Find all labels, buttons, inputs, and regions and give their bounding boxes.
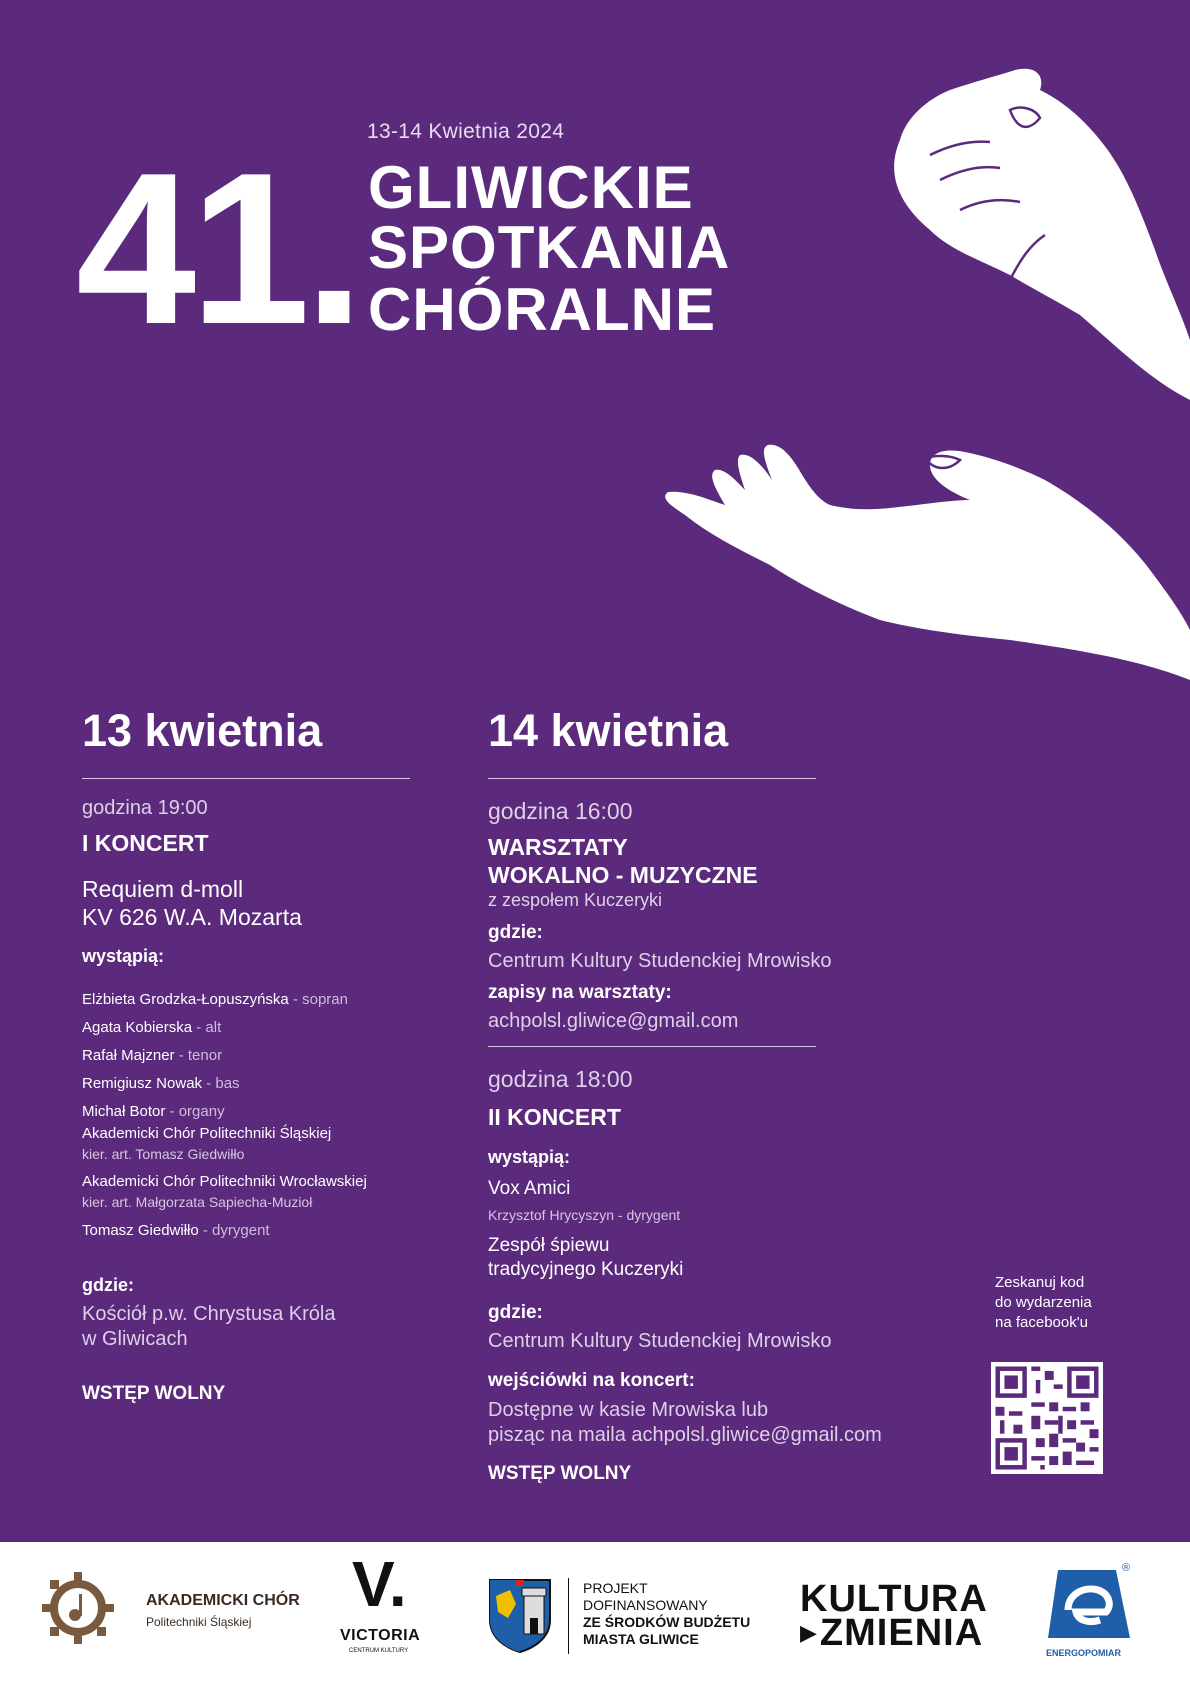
day2-time-1: godzina 16:00 — [488, 798, 633, 824]
day1-where — [82, 1302, 335, 1352]
perf1: Vox Amici — [488, 1178, 571, 1199]
performer-row — [82, 1014, 348, 1042]
choir1-name: Akademicki Chór Politechniki Śląskiej — [82, 1125, 332, 1142]
title-line-3: CHÓRALNE — [368, 276, 716, 343]
qr-code[interactable] — [991, 1362, 1103, 1474]
workshop-with: z zespołem Kuczeryki — [488, 890, 663, 910]
qr-caption — [995, 1273, 1092, 1333]
conductor-name: Tomasz Giedwiłło — [82, 1222, 199, 1239]
play-triangle-icon: ▶ — [800, 1620, 818, 1645]
day1-performers-label: wystąpią: — [82, 946, 165, 966]
energopomiar-name: ENERGOPOMIAR — [1046, 1648, 1122, 1658]
day2-event: II KONCERT — [488, 1104, 621, 1130]
performer-name: Agata Kobierska — [82, 1019, 193, 1036]
performer-role: - tenor — [174, 1047, 223, 1064]
work-line-2: KV 626 W.A. Mozarta — [82, 904, 302, 930]
qr-caption-line-2: do wydarzenia — [995, 1294, 1092, 1311]
edition-number: 41. — [76, 127, 359, 369]
tickets-label: wejściówki na koncert: — [488, 1370, 695, 1391]
signup-email[interactable]: achpolsl.gliwice@gmail.com — [488, 1010, 739, 1032]
victoria-v-icon: V. — [352, 1548, 407, 1620]
day2-time-2: godzina 18:00 — [488, 1066, 633, 1092]
kultura-zmienia-logo — [800, 1578, 988, 1654]
choir1 — [82, 1124, 331, 1164]
perf2 — [488, 1234, 683, 1282]
performer-row — [82, 1042, 348, 1070]
perf2-line-2: tradycyjnego Kuczeryki — [488, 1259, 684, 1280]
day1-time: godzina 19:00 — [82, 797, 208, 819]
workshop-title — [488, 833, 758, 889]
choir-logo-title: AKADEMICKI CHÓR — [146, 1592, 300, 1609]
conductor-role: - dyrygent — [198, 1222, 270, 1239]
gliwice-coat-of-arms-icon — [488, 1578, 552, 1654]
title-line-1: GLIWICKIE — [368, 154, 694, 221]
choir2-director: kier. art. Małgorzata Sapiecha-Muzioł — [82, 1194, 313, 1210]
signup-label: zapisy na warsztaty: — [488, 982, 672, 1003]
choir2-name: Akademicki Chór Politechniki Wrocławskiej — [82, 1173, 367, 1190]
performer-role: - organy — [165, 1103, 225, 1120]
sponsor-footer — [0, 1542, 1190, 1684]
work-line-1: Requiem d-moll — [82, 876, 244, 902]
project-divider — [568, 1578, 569, 1654]
registered-mark: ® — [1122, 1562, 1131, 1574]
project-text — [583, 1580, 750, 1648]
workshop-line-1: WARSZTATY — [488, 834, 628, 860]
day1-work — [82, 875, 302, 931]
victoria-name: VICTORIA — [340, 1627, 421, 1644]
performer-name: Remigiusz Nowak — [82, 1075, 203, 1092]
day1-divider — [82, 778, 410, 779]
event-date: 13-14 Kwietnia 2024 — [367, 120, 565, 143]
performer-name: Elżbieta Grodzka-Łopuszyńska — [82, 991, 289, 1008]
tickets-line-1: Dostępne w kasie Mrowiska lub — [488, 1399, 769, 1421]
kultura-line-1: KULTURA — [800, 1578, 988, 1620]
qr-caption-line-3: na facebook'u — [995, 1314, 1088, 1331]
performer-name: Rafał Majzner — [82, 1047, 175, 1064]
victoria-sub: CENTRUM KULTURY — [349, 1648, 409, 1654]
choir2 — [82, 1172, 367, 1212]
kultura-line-2-wrap — [800, 1612, 988, 1654]
choir-logo-sub: Politechniki Śląskiej — [146, 1615, 252, 1629]
conductor — [82, 1222, 270, 1239]
day1-event: I KONCERT — [82, 830, 209, 856]
performer-name: Michał Botor — [82, 1103, 166, 1120]
project-line-4: MIASTA GLIWICE — [583, 1631, 699, 1647]
performer-role: - bas — [202, 1075, 240, 1092]
day2-divider-2 — [488, 1046, 816, 1047]
performer-role: - sopran — [288, 991, 348, 1008]
choir-gear-icon — [42, 1572, 114, 1644]
day2-performers-label: wystąpią: — [488, 1147, 571, 1167]
where-line-2: w Gliwicach — [82, 1328, 188, 1350]
day1-performers-list — [82, 986, 348, 1126]
day2-entry: WSTĘP WOLNY — [488, 1463, 632, 1484]
performer-row — [82, 1098, 348, 1126]
day1-entry: WSTĘP WOLNY — [82, 1383, 226, 1404]
project-line-2: DOFINANSOWANY — [583, 1597, 708, 1613]
where-line-1: Kościół p.w. Chrystusa Króla — [82, 1303, 336, 1325]
day1-where-label: gdzie: — [82, 1275, 134, 1295]
workshop-line-2: WOKALNO - MUZYCZNE — [488, 862, 758, 888]
performer-role: - alt — [192, 1019, 222, 1036]
concert-where-label: gdzie: — [488, 1302, 543, 1323]
performer-row — [82, 986, 348, 1014]
upper-hand — [894, 69, 1190, 400]
project-line-3: ZE ŚRODKÓW BUDŻETU — [583, 1614, 751, 1630]
workshop-where: Centrum Kultury Studenckiej Mrowisko — [488, 950, 832, 972]
project-line-1: PROJEKT — [583, 1580, 648, 1596]
workshop-where-label: gdzie: — [488, 922, 543, 943]
hands-illustration — [540, 60, 1190, 680]
tickets-line-2: pisząc na maila achpolsl.gliwice@gmail.com — [488, 1424, 882, 1446]
day2-heading: 14 kwietnia — [488, 705, 729, 756]
perf1-sub: Krzysztof Hrycyszyn - dyrygent — [488, 1207, 681, 1223]
performer-row — [82, 1070, 348, 1098]
tickets-info — [488, 1398, 882, 1448]
day2-divider-1 — [488, 778, 816, 779]
perf2-line-1: Zespół śpiewu — [488, 1235, 610, 1256]
energopomiar-e-icon — [1046, 1566, 1132, 1642]
concert-where: Centrum Kultury Studenckiej Mrowisko — [488, 1330, 832, 1352]
title-line-2: SPOTKANIA — [368, 214, 731, 281]
choir1-director: kier. art. Tomasz Giedwiłło — [82, 1146, 245, 1162]
day1-heading: 13 kwietnia — [82, 705, 323, 756]
lower-hand — [665, 445, 1190, 680]
qr-caption-line-1: Zeskanuj kod — [995, 1274, 1085, 1291]
kultura-line-2: ZMIENIA — [819, 1612, 984, 1654]
